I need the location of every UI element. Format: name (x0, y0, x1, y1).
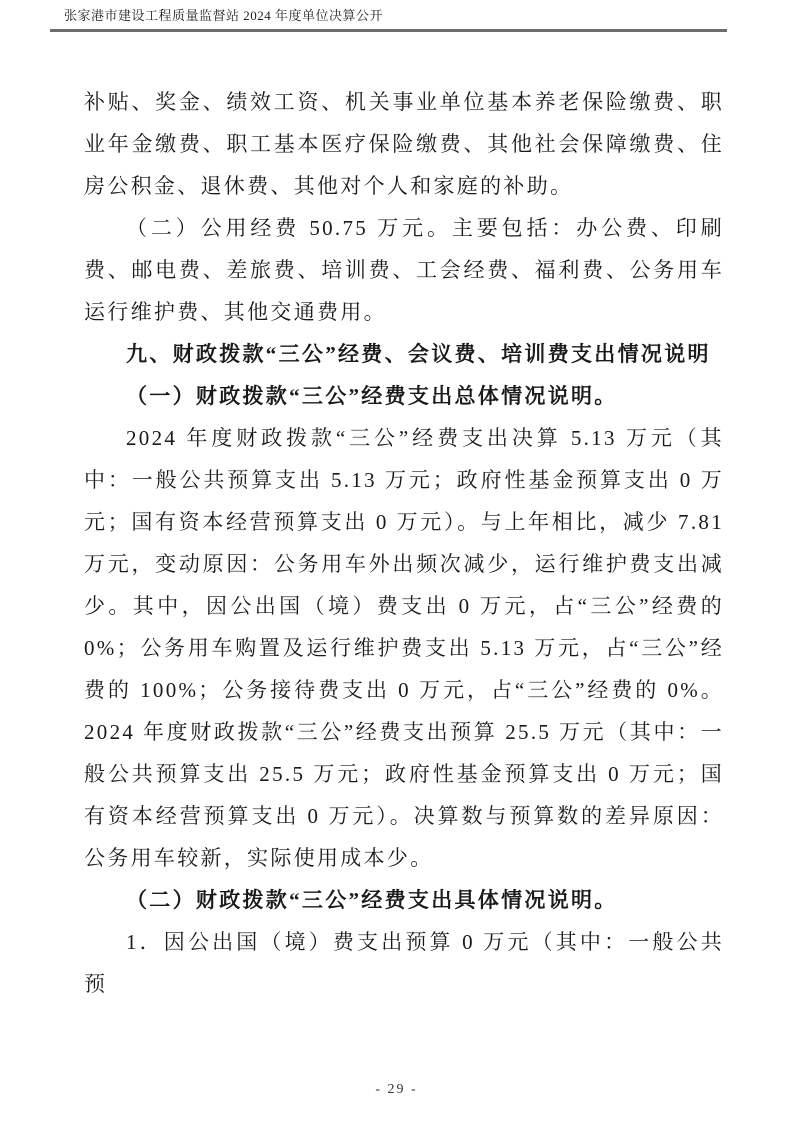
document-body (84, 81, 724, 1005)
heading-subsection-two: （二）财政拨款“三公”经费支出具体情况说明。 (126, 888, 618, 912)
page-footer (0, 1082, 793, 1098)
page-number: - 29 - (375, 1082, 418, 1097)
page-header (50, 8, 727, 32)
heading-subsection-one: （一）财政拨款“三公”经费支出总体情况说明。 (126, 384, 618, 408)
heading-section-nine: 九、财政拨款“三公”经费、会议费、培训费支出情况说明 (126, 342, 711, 366)
paragraph-public-funds: （二）公用经费 50.75 万元。主要包括：办公费、印刷费、邮电费、差旅费、培训费、工会经费、福利费、公务用车运行维护费、其他交通费用。 (84, 216, 724, 324)
paragraph-three-public-expense-overview: 2024 年度财政拨款“三公”经费支出决算 5.13 万元（其中：一般公共预算支出 5.13 万元；政府性基金预算支出 0 万元；国有资本经营预算支出 0 万元）。与上年相比，减少 7.81 万元，变动原因：公务用车外出频次减少，运行维护费支出减少。其中，因公出国（境）费支出 0 万元，占“三公”经费的 0%；公务用车购置及运行维护费支出 5.13 万元，占“三公”经费的 100%；公务接待费支出 0 万元，占“三公”经费的 0%。2024 年度财政拨款“三公”经费支出预算 25.5 万元（其中：一般公共预算支出 25.5 万元；政府性基金预算支出 0 万元；国有资本经营预算支出 0 万元）。决算数与预算数的差异原因：公务用车较新，实际使用成本少。 (84, 426, 724, 870)
paragraph-overseas-travel-expense: 1．因公出国（境）费支出预算 0 万元（其中：一般公共预 (84, 930, 724, 996)
header-title: 张家港市建设工程质量监督站 2024 年度单位决算公开 (64, 8, 384, 23)
paragraph-personnel-subsidies-continuation: 补贴、奖金、绩效工资、机关事业单位基本养老保险缴费、职业年金缴费、职工基本医疗保险缴费、其他社会保障缴费、住房公积金、退休费、其他对个人和家庭的补助。 (84, 90, 724, 198)
